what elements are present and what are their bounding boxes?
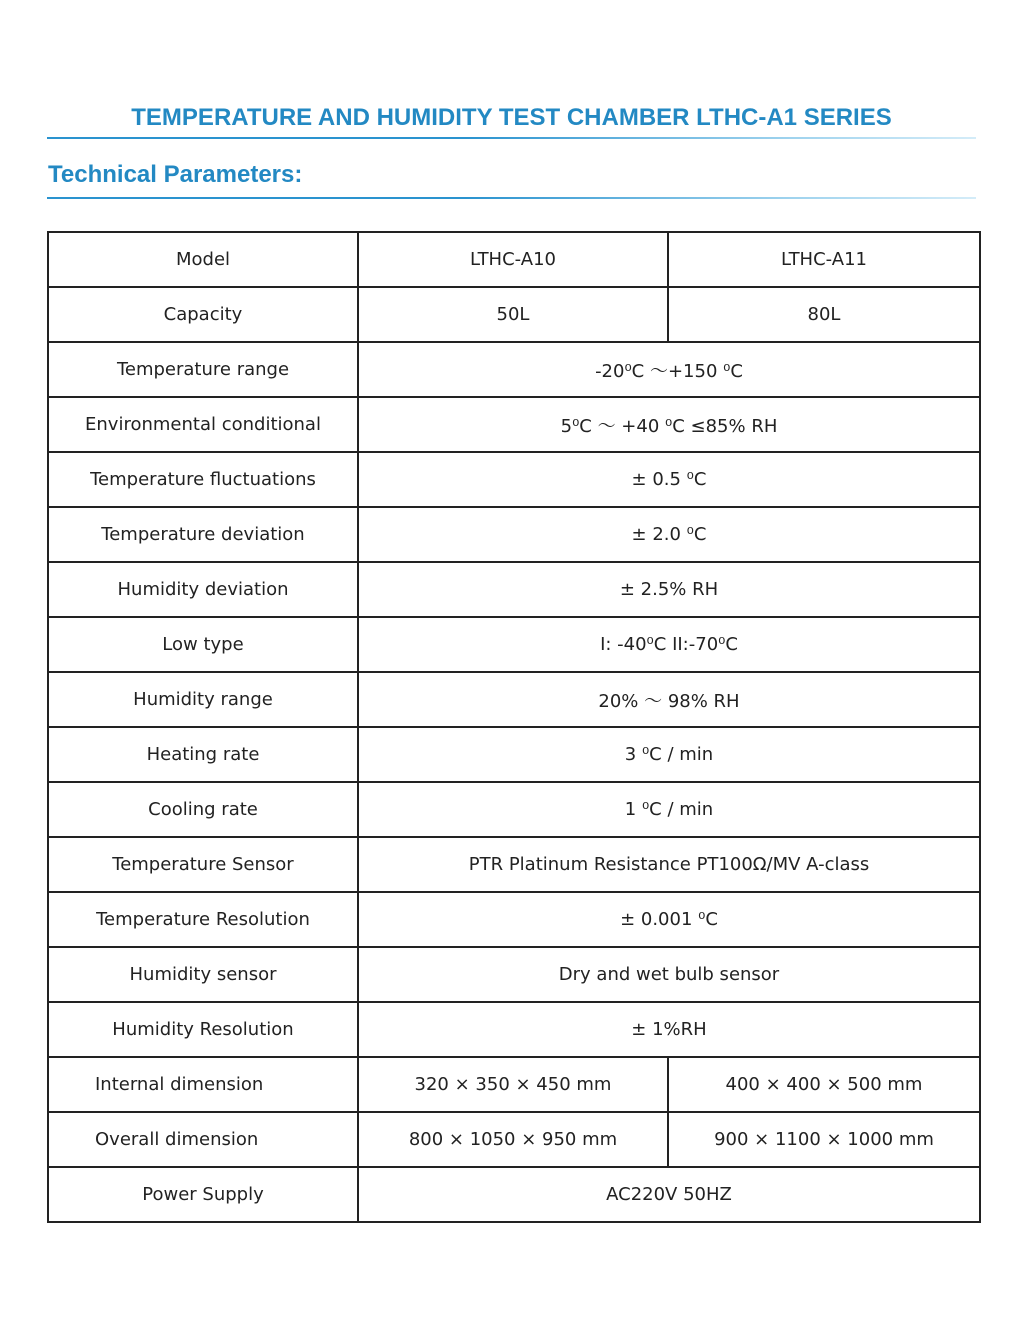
value-lthc-a10: LTHC-A10 — [358, 232, 668, 287]
value-lthc-a11: 80L — [668, 287, 980, 342]
param-name: Temperature Sensor — [48, 837, 358, 892]
param-name: Overall dimension — [48, 1112, 358, 1167]
param-name: Model — [48, 232, 358, 287]
table-row — [48, 1112, 980, 1167]
table-row — [48, 617, 980, 672]
param-value: 3 ⁰C / min — [358, 727, 980, 782]
value-lthc-a11: 900 × 1100 × 1000 mm — [668, 1112, 980, 1167]
table-row — [48, 452, 980, 507]
param-value: -20⁰C ～+150 ⁰C — [358, 342, 980, 397]
param-name: Humidity sensor — [48, 947, 358, 1002]
value-lthc-a10: 50L — [358, 287, 668, 342]
param-value: 5⁰C ～ +40 ⁰C ≤85% RH — [358, 397, 980, 452]
param-name: Low type — [48, 617, 358, 672]
table-row — [48, 947, 980, 1002]
table-row — [48, 727, 980, 782]
param-name: Heating rate — [48, 727, 358, 782]
param-name: Temperature Resolution — [48, 892, 358, 947]
value-lthc-a10: 320 × 350 × 450 mm — [358, 1057, 668, 1112]
table-row — [48, 342, 980, 397]
section-title: Technical Parameters: — [48, 161, 303, 188]
document-title: TEMPERATURE AND HUMIDITY TEST CHAMBER LTHC-A1 SERIES — [131, 104, 892, 131]
param-value: ± 1%RH — [358, 1002, 980, 1057]
section-underline — [47, 197, 976, 199]
param-name: Humidity range — [48, 672, 358, 727]
param-value: AC220V 50HZ — [358, 1167, 980, 1222]
param-value: Dry and wet bulb sensor — [358, 947, 980, 1002]
param-value: PTR Platinum Resistance PT100Ω/MV A-class — [358, 837, 980, 892]
param-value: 1 ⁰C / min — [358, 782, 980, 837]
param-name: Environmental conditional — [48, 397, 358, 452]
param-value: ± 2.5% RH — [358, 562, 980, 617]
table-row — [48, 672, 980, 727]
param-value: ± 0.001 ⁰C — [358, 892, 980, 947]
table-row — [48, 892, 980, 947]
table-row — [48, 1057, 980, 1112]
param-value: I: -40⁰C II:-70⁰C — [358, 617, 980, 672]
param-name: Temperature range — [48, 342, 358, 397]
table-row — [48, 507, 980, 562]
table-row — [48, 232, 980, 287]
param-value: 20% ～ 98% RH — [358, 672, 980, 727]
table-row — [48, 287, 980, 342]
table-row — [48, 782, 980, 837]
param-name: Temperature fluctuations — [48, 452, 358, 507]
param-name: Humidity Resolution — [48, 1002, 358, 1057]
param-name: Humidity deviation — [48, 562, 358, 617]
specifications-table — [47, 231, 981, 1223]
title-underline — [47, 137, 976, 139]
table-row — [48, 397, 980, 452]
table-row — [48, 562, 980, 617]
param-value: ± 2.0 ⁰C — [358, 507, 980, 562]
table-row — [48, 837, 980, 892]
value-lthc-a11: LTHC-A11 — [668, 232, 980, 287]
table-row — [48, 1167, 980, 1222]
param-name: Capacity — [48, 287, 358, 342]
param-name: Power Supply — [48, 1167, 358, 1222]
value-lthc-a11: 400 × 400 × 500 mm — [668, 1057, 980, 1112]
table-row — [48, 1002, 980, 1057]
param-value: ± 0.5 ⁰C — [358, 452, 980, 507]
param-name: Temperature deviation — [48, 507, 358, 562]
param-name: Internal dimension — [48, 1057, 358, 1112]
param-name: Cooling rate — [48, 782, 358, 837]
value-lthc-a10: 800 × 1050 × 950 mm — [358, 1112, 668, 1167]
